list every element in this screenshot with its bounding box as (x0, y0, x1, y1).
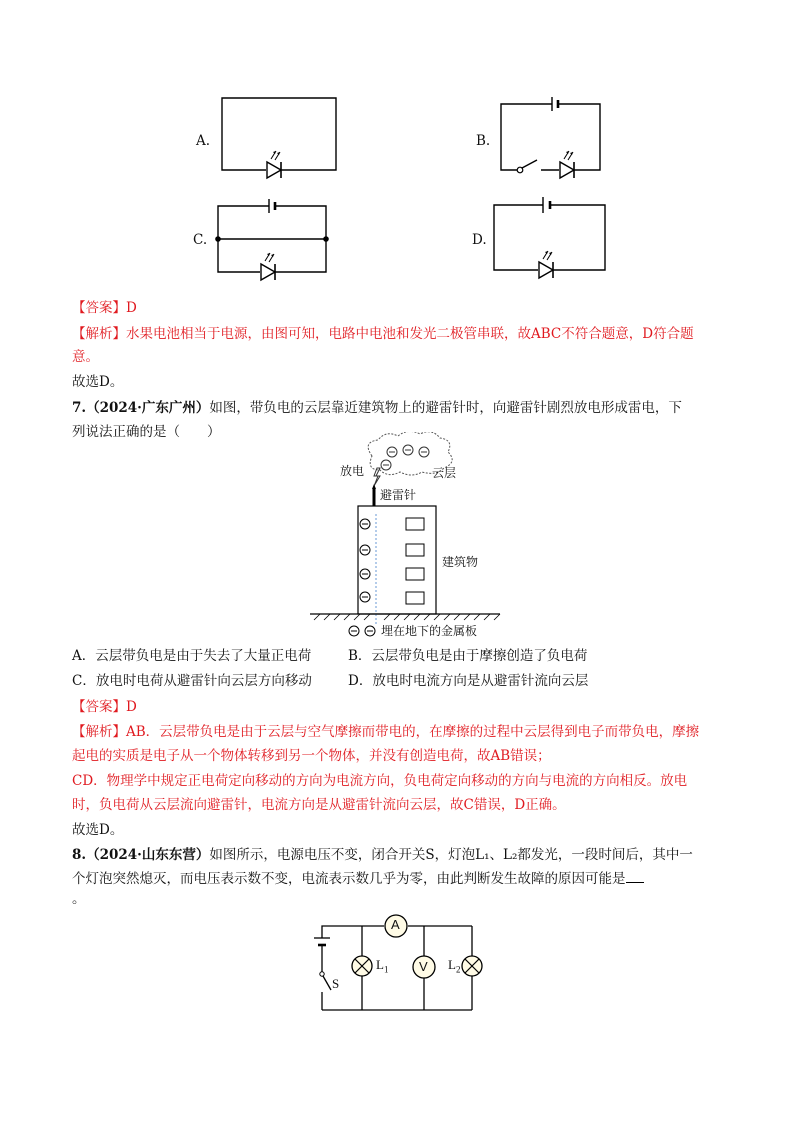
lamp2-label (448, 957, 460, 975)
lamp1-label (376, 957, 388, 975)
circuit-c (215, 199, 329, 280)
option-b-label: B. (476, 133, 491, 149)
question-text: 如图，带负电的云层靠近建筑物上的避雷针时，向避雷针剧烈放电形成雷电，下 (209, 400, 682, 416)
q7-option-d: D．放电时电流方向是从避雷针流向云层 (348, 673, 589, 689)
q7-analysis-line-1 (72, 722, 699, 742)
q7-stem-line-2: 列说法正确的是（ ） (72, 424, 221, 440)
q6-answer (72, 298, 137, 318)
analysis-text: 水果电池相当于电源，由图可知，电路中电池和发光二极管串联，故ABC不符合题意，D符合题 (126, 326, 694, 342)
answer-tag: 【答案】 (72, 699, 126, 715)
q6-analysis-line-1 (72, 324, 694, 344)
analysis-text: AB．云层带负电是由于云层与空气摩擦而带电的，在摩擦的过程中云层得到电子而带负电，摩擦 (126, 724, 700, 740)
voltmeter-label: V (419, 959, 428, 974)
circuit-d (494, 197, 605, 278)
switch-label: S (332, 976, 340, 991)
q7-stem-line-1 (72, 398, 682, 418)
option-c-label: C. (193, 232, 208, 248)
option-a-label: A. (196, 133, 211, 149)
answer-blank[interactable] (626, 869, 644, 883)
question-text: 个灯泡突然熄灭，而电压表示数不变，电流表示数几乎为零，由此判断发生故障的原因可能是 (72, 871, 626, 887)
question-source: （2024·山东东营） (86, 847, 210, 863)
series-parallel-circuit (300, 908, 500, 1028)
q7-answer (72, 697, 137, 717)
question-text: 如图所示，电源电压不变，闭合开关S，灯泡L₁、L₂都发光，一段时间后，其中一 (209, 847, 693, 863)
label-building: 建筑物 (442, 555, 479, 569)
circuit-b (501, 97, 600, 178)
answer-value: D (126, 300, 137, 316)
q8-stem-line-3: 。 (72, 891, 86, 907)
q7-analysis-line-2: 起电的实质是电子从一个物体转移到另一个物体，并没有创造电荷，故AB错误； (72, 748, 551, 764)
q7-analysis-line-4: 时，负电荷从云层流向避雷针，电流方向是从避雷针流向云层，故C错误，D正确。 (72, 797, 566, 813)
q7-option-a: A．云层带负电是由于失去了大量正电荷 (72, 648, 312, 664)
option-d-label: D. (472, 232, 487, 248)
lamp2-subscript: 2 (455, 964, 461, 975)
question-number: 7. (72, 400, 87, 416)
q6-circuit-figures (0, 0, 800, 300)
q7-analysis-line-3: CD．物理学中规定正电荷定向移动的方向为电流方向，负电荷定向移动的方向与电流的方向相反。放电 (72, 773, 688, 789)
q8-stem-line-2 (72, 869, 644, 889)
q6-analysis-line-2: 意。 (72, 349, 99, 365)
analysis-tag: 【解析】 (72, 326, 126, 342)
q8-stem-line-1 (72, 845, 693, 865)
answer-tag: 【答案】 (72, 300, 126, 316)
circuit-a (222, 98, 336, 178)
lamp1-subscript: 1 (383, 964, 389, 975)
label-lightning-rod: 避雷针 (380, 488, 417, 502)
question-source: （2024·广东广州） (86, 400, 210, 416)
lightning-rod-figure (300, 432, 540, 640)
q7-option-c: C．放电时电荷从避雷针向云层方向移动 (72, 673, 312, 689)
analysis-tag: 【解析】 (72, 724, 126, 740)
answer-value: D (126, 699, 137, 715)
label-metal-plate: 埋在地下的金属板 (381, 624, 478, 638)
lamp2-letter: L (448, 957, 456, 972)
ammeter-label: A (391, 917, 400, 932)
label-cloud: 云层 (432, 466, 457, 480)
label-discharge: 放电 (340, 464, 365, 478)
q6-conclusion: 故选D。 (72, 374, 124, 390)
q7-conclusion: 故选D。 (72, 822, 124, 838)
q7-option-b: B．云层带负电是由于摩擦创造了负电荷 (348, 648, 588, 664)
question-number: 8. (72, 847, 87, 863)
lamp1-letter: L (376, 957, 384, 972)
